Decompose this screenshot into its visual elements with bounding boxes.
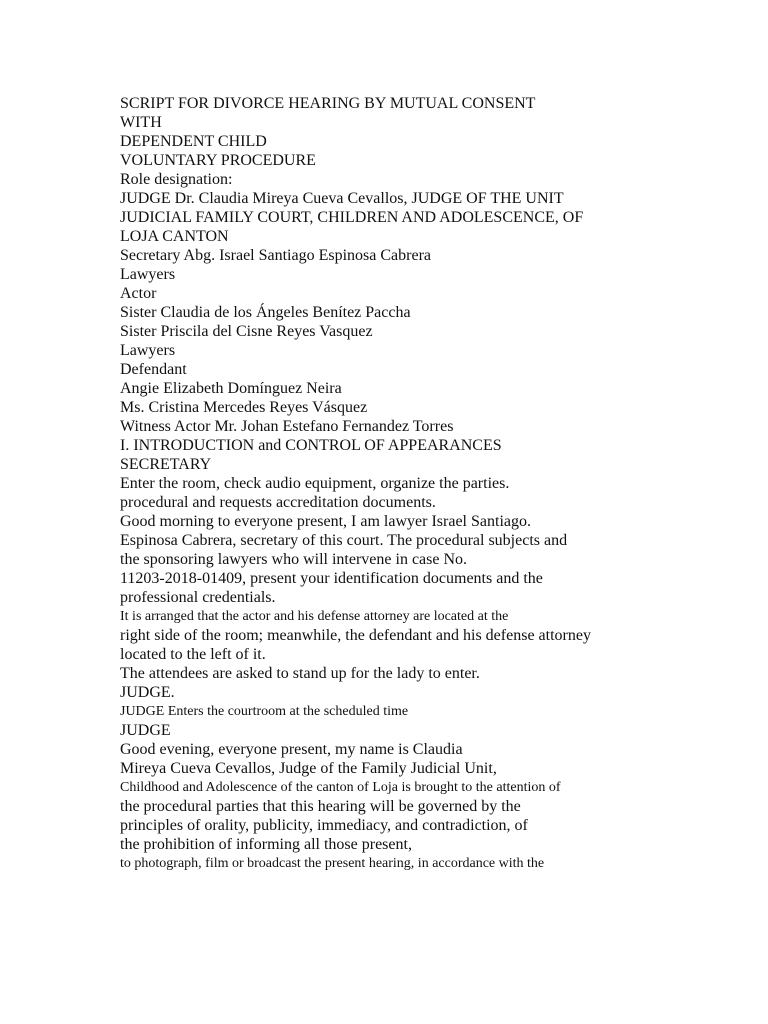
document-line: Good morning to everyone present, I am lawyer Israel Santiago. (120, 513, 531, 530)
document-line: Enter the room, check audio equipment, organize the parties. (120, 475, 510, 492)
document-line: Witness Actor Mr. Johan Estefano Fernandez Torres (120, 418, 454, 435)
document-line: JUDGE (120, 722, 171, 739)
document-line: JUDICIAL FAMILY COURT, CHILDREN AND ADOLESCENCE, OF (120, 209, 584, 226)
document-line: VOLUNTARY PROCEDURE (120, 152, 316, 169)
document-line: the procedural parties that this hearing will be governed by the (120, 798, 521, 815)
document-line: the sponsoring lawyers who will intervene in case No. (120, 551, 468, 568)
document-line: the prohibition of informing all those present, (120, 836, 412, 853)
document-line: right side of the room; meanwhile, the defendant and his defense attorney (120, 627, 591, 644)
document-line: It is arranged that the actor and his defense attorney are located at the (120, 609, 509, 624)
document-line: Sister Priscila del Cisne Reyes Vasquez (120, 323, 373, 340)
document-line: Espinosa Cabrera, secretary of this court. The procedural subjects and (120, 532, 568, 549)
document-line: JUDGE Dr. Claudia Mireya Cueva Cevallos, JUDGE OF THE UNIT (120, 190, 564, 207)
document-line: JUDGE Enters the courtroom at the scheduled time (120, 704, 409, 719)
document-line: 11203-2018-01409, present your identification documents and the (120, 570, 543, 587)
document-line: LOJA CANTON (120, 228, 229, 245)
document-line: Sister Claudia de los Ángeles Benítez Paccha (120, 304, 411, 321)
document-line: Role designation: (120, 171, 233, 188)
document-line: Childhood and Adolescence of the canton of Loja is brought to the attention of (120, 780, 561, 795)
document-line: The attendees are asked to stand up for the lady to enter. (120, 665, 480, 682)
document-line: Mireya Cueva Cevallos, Judge of the Family Judicial Unit, (120, 760, 497, 777)
document-line: procedural and requests accreditation documents. (120, 494, 436, 511)
document-line: SCRIPT FOR DIVORCE HEARING BY MUTUAL CONSENT (120, 95, 536, 112)
document-line: WITH (120, 114, 162, 131)
document-line: professional credentials. (120, 589, 276, 606)
document-line: to photograph, film or broadcast the present hearing, in accordance with the (120, 856, 545, 871)
document-body (120, 94, 740, 873)
document-line: Angie Elizabeth Domínguez Neira (120, 380, 342, 397)
document-line: Lawyers (120, 266, 176, 283)
document-line: principles of orality, publicity, immediacy, and contradiction, of (120, 817, 528, 834)
document-line: Good evening, everyone present, my name is Claudia (120, 741, 463, 758)
document-line: SECRETARY (120, 456, 212, 473)
document-line: Actor (120, 285, 157, 302)
document-line: I. INTRODUCTION and CONTROL OF APPEARANCES (120, 437, 502, 454)
document-line: Defendant (120, 361, 187, 378)
document-line: Secretary Abg. Israel Santiago Espinosa Cabrera (120, 247, 432, 264)
document-line: DEPENDENT CHILD (120, 133, 267, 150)
document-line: Lawyers (120, 342, 176, 359)
document-line: located to the left of it. (120, 646, 266, 663)
document-line: Ms. Cristina Mercedes Reyes Vásquez (120, 399, 368, 416)
document-line: JUDGE. (120, 684, 175, 701)
